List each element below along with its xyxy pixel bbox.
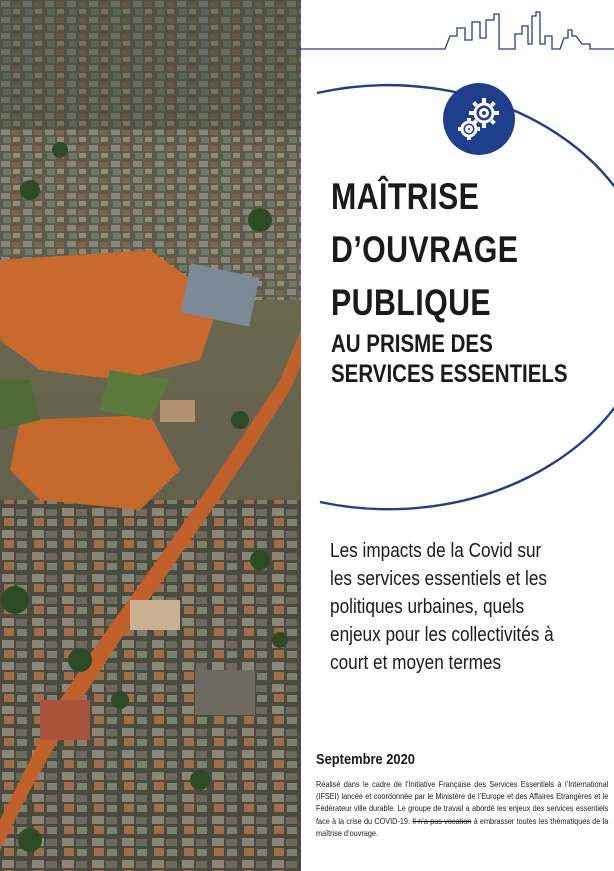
subtitle-line: enjeux pour les collectivités à bbox=[330, 624, 554, 646]
footnote-struck-text: Il n’a pas vocation bbox=[412, 815, 472, 826]
title-line: PUBLIQUE bbox=[331, 282, 492, 323]
footnote-text-end: à embrasser toutes les thématiques de la maîtrise d’ouvrage. bbox=[316, 815, 609, 838]
title-line: D’OUVRAGE bbox=[331, 229, 519, 270]
gears-icon bbox=[443, 83, 515, 155]
title-sub-line: AU PRISME DES bbox=[331, 330, 493, 358]
cover-subtitle bbox=[330, 537, 588, 677]
aerial-city-photo bbox=[0, 0, 301, 871]
city-skyline-icon bbox=[300, 0, 614, 60]
publication-date: Septembre 2020 bbox=[316, 751, 415, 768]
subtitle-line: les services essentiels et les bbox=[330, 568, 548, 590]
subtitle-line: court et moyen termes bbox=[330, 652, 502, 674]
footnote-text: Réalisé dans le cadre de l’Initiative Française des Services Essentiels à l’International (IFSEI) lancée et coordonnée par le Ministère de l’Europe et des Affaires Etrangères et le Fédérateur ville durable. Le groupe de travail a abordé les enjeux des services essentiels face à la crise du COVID-19. bbox=[316, 779, 609, 826]
cover-title bbox=[331, 170, 568, 389]
title-line: MAÎTRISE bbox=[331, 176, 480, 217]
subtitle-line: politiques urbaines, quels bbox=[330, 596, 525, 618]
subtitle-line: Les impacts de la Covid sur bbox=[330, 540, 542, 562]
title-sub-line: SERVICES ESSENTIELS bbox=[331, 360, 568, 388]
cover-footnote bbox=[316, 778, 608, 839]
